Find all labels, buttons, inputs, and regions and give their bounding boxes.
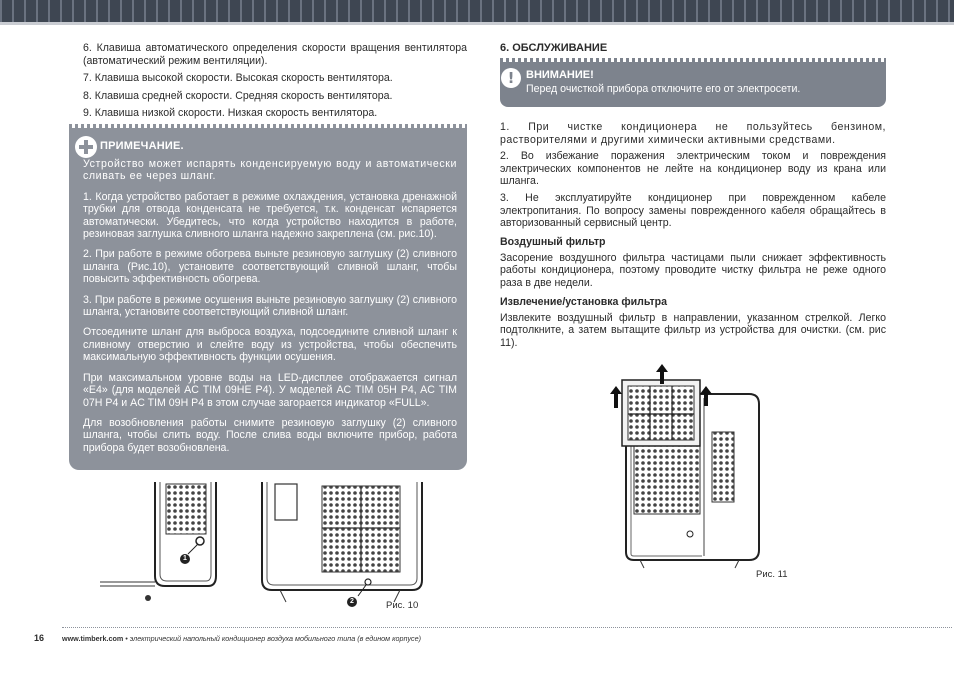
note-paragraph: Для возобновления работы снимите резиновую заглушку (2) сливного шланга, чтобы слить воду. После слива воды включите прибор, работа прибора будет возобновлена. — [83, 416, 457, 454]
figure-10-caption: Рис. 10 — [386, 600, 419, 611]
right-column — [500, 42, 886, 353]
list-item: 1. При чистке кондиционера не пользуйтесь бензином, растворителями и другими химически активными средствами. — [500, 121, 886, 146]
section-title: 6. ОБСЛУЖИВАНИЕ — [500, 42, 608, 54]
footer-site: www.timberk.com — [62, 634, 124, 643]
filter-heading: Воздушный фильтр — [500, 235, 606, 248]
list-item: 7. Клавиша высокой скорости. Высокая скорость вентилятора. — [83, 72, 393, 85]
page-number: 16 — [34, 633, 45, 643]
plus-icon — [75, 136, 97, 158]
figure-10-illustration — [100, 478, 430, 613]
footer-divider — [62, 627, 952, 628]
footer-description: • электрический напольный кондиционер воздуха мобильного типа (в едином корпусе) — [123, 634, 422, 643]
list-item: 9. Клавиша низкой скорости. Низкая скорость вентилятора. — [83, 107, 378, 120]
marker-2: 2 — [347, 597, 357, 607]
note-paragraph: Отсоедините шланг для выброса воздуха, подсоедините сливной шланг к сливному отверстию и слейте воду из устройства, чтобы обеспечить максимальную эффективность функции осушения. — [83, 326, 457, 364]
warning-title: ВНИМАНИЕ! — [526, 69, 594, 81]
note-paragraph: 1. Когда устройство работает в режиме охлаждения, установка дренажной трубки для отвода конденсата не требуется, т.к. конденсат испаряется автоматически. Убедитесь, что когда устройство находится в работе, резиновая заглушка сливного шланга надежно закреплена (см. рис.10). — [83, 190, 457, 241]
note-box — [69, 128, 467, 470]
top-decorative-band — [0, 0, 954, 22]
figure-11-illustration — [604, 364, 774, 574]
remove-filter-heading: Извлечение/установка фильтра — [500, 295, 668, 308]
filter-text: Засорение воздушного фильтра частицами пыли снижает эффективность работы кондиционера, поэтому проводите чистку фильтра не реже одного раза в две недели. — [500, 251, 886, 289]
warning-box — [500, 62, 886, 107]
note-paragraph: 3. При работе в режиме осушения выньте резиновую заглушку (2) сливного шланга, установите соответствующий сливной шланг. — [83, 293, 457, 319]
marker-1: 1 — [180, 554, 190, 564]
note-paragraph: При максимальном уровне воды на LED-дисплее отображается сигнал «E4» (для моделей AC TIM 09HE P4). У моделей AC TIM 05H P4, AC TIM 07H P4 и AC TIM 09H P4 в этом случае загорается индикатор «FULL». — [83, 371, 457, 409]
list-item: 2. Во избежание поражения электрическим током и повреждения электрических компонентов не лейте на кондиционер воду из крана или шланга. — [500, 150, 886, 188]
note-paragraph: 2. При работе в режиме обогрева выньте резиновую заглушку (2) сливного шланга (Рис.10), установите соответствующий сливной шланг, чтобы повысить эффективность обогрева. — [83, 248, 457, 286]
list-item: 3. Не эксплуатируйте кондиционер при поврежденном кабеле электропитания. По вопросу замены поврежденного кабеля обращайтесь в авторизованный сервисный центр. — [500, 191, 886, 230]
note-title: ПРИМЕЧАНИЕ. — [100, 140, 184, 152]
list-item: 6. Клавиша автоматического определения скорости вращения вентилятора (автоматический режим вентиляции). — [83, 42, 467, 67]
footer-text — [62, 634, 421, 643]
left-column — [83, 42, 467, 125]
exclamation-icon: ! — [501, 68, 521, 88]
list-item: 8. Клавиша средней скорости. Средняя скорость вентилятора. — [83, 89, 393, 102]
remove-filter-text: Извлеките воздушный фильтр в направлении, указанном стрелкой. Легко подтолкните, а затем вытащите фильтр из устройства для очистки. (см. рис 11). — [500, 311, 886, 349]
note-intro: Устройство может испарять конденсируемую воду и автоматически сливать ее через шланг. — [83, 158, 457, 183]
figure-11-caption: Рис. 11 — [756, 569, 788, 580]
warning-text: Перед очисткой прибора отключите его от электросети. — [526, 83, 801, 95]
